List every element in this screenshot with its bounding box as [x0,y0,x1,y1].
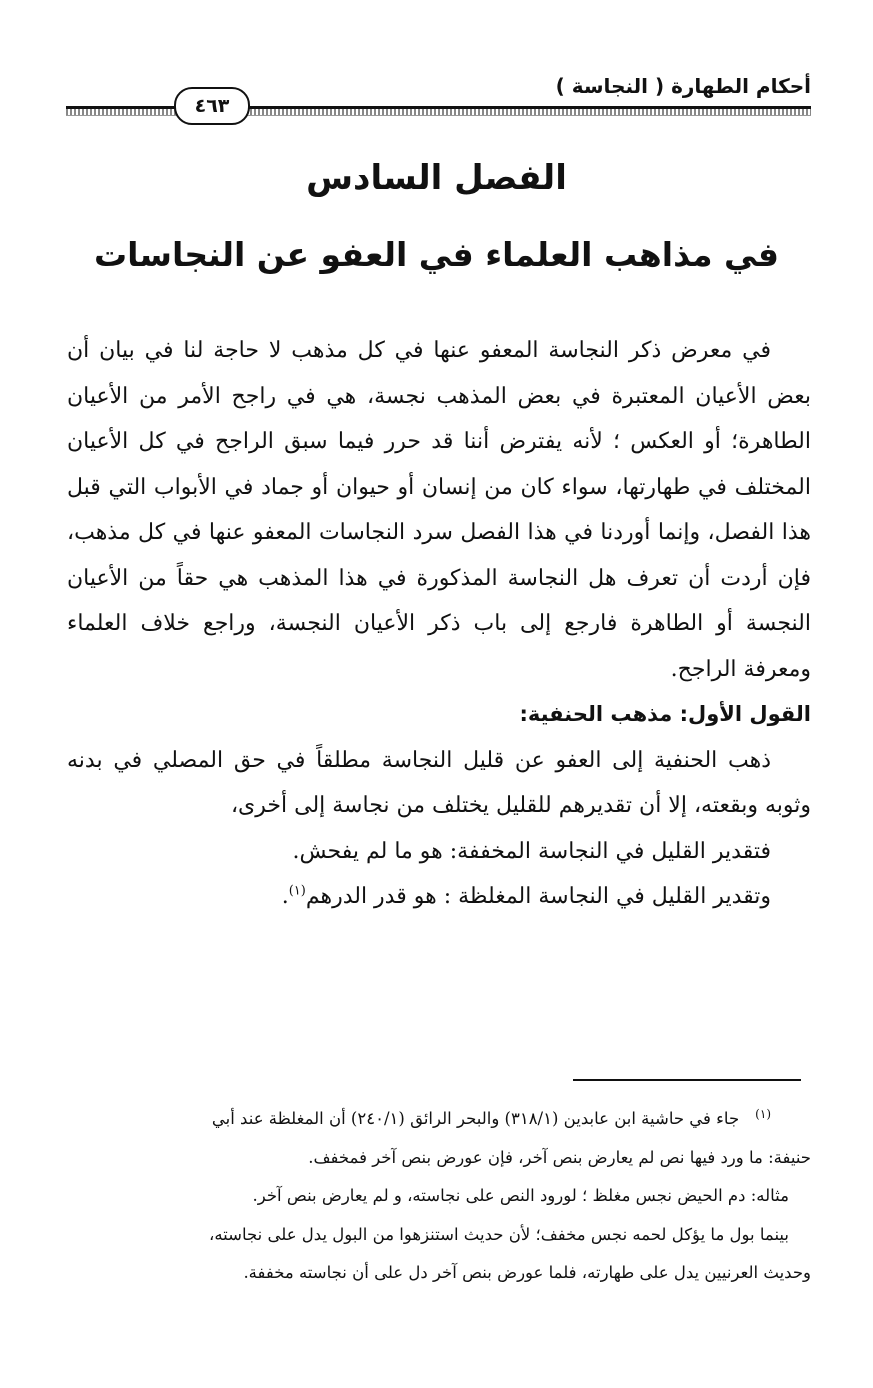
chapter-label: الفصل السادس [306,158,567,198]
body-text [67,328,811,920]
footnote-marker: (١) [288,883,306,899]
heavy-impurity-text: وتقدير القليل في النجاسة المغلظة : هو قدر الدرهم [305,884,771,909]
footnote-number: (١) [755,1106,771,1121]
running-header [66,70,811,130]
section-paragraph: ذهب الحنفية إلى العفو عن قليل النجاسة مطلقاً في حق المصلي في بدنه وثوبه وبقعته، إلا أن تقديرهم للقليل يختلف من نجاسة إلى أخرى، [67,747,811,818]
heavy-impurity-line [67,874,811,920]
footnotes [67,1100,811,1293]
footnote-line-4: بينما بول ما يؤكل لحمه نجس مخفف؛ لأن حديث استنزهوا من البول يدل على نجاسته، [209,1224,789,1244]
footnote-line-5: وحديث العرنيين يدل على طهارته، فلما عورض بنص آخر دل على أن نجاسته مخففة. [243,1263,811,1282]
section-heading: القول الأول: مذهب الحنفية: [519,702,811,726]
footnote-rule [573,1079,801,1081]
page-number: ٤٦٣ [174,87,250,125]
footnote-line-3: مثاله: دم الحيض نجس مغلظ ؛ لورود النص على نجاسته، و لم يعارض بنص آخر. [252,1186,789,1205]
footnote-line-2: حنيفة: ما ورد فيها نص لم يعارض بنص آخر، فإن عورض بنص آخر فمخفف. [308,1147,811,1167]
chapter-title: في مذاهب العلماء في العفو عن النجاسات [93,235,780,274]
light-impurity-line: فتقدير القليل في النجاسة المخففة: هو ما لم يفحش. [292,838,771,864]
footnote-line-1 [67,1100,811,1139]
intro-paragraph: في معرض ذكر النجاسة المعفو عنها في كل مذهب لا حاجة لنا في بيان أن بعض الأعيان المعتبرة في بعض المذهب نجسة، هي في راجح الأمر من الأعيان الطاهرة؛ أو العكس ؛ لأنه يفترض أننا قد حرر فيما سبق الراجح في كل الأعيان المختلف في طهارتها، سواء كان من إنسان أو حيوان أو جماد في الأبواب التي قبل هذا الفصل، وإنما أوردنا في هذا الفصل سرد النجاسات المعفو عنها في كل مذهب، فإن أردت أن تعرف هل النجاسة المذكورة في هذا المذهب هي حقاً من الأعيان النجسة أو الطاهرة فارجع إلى باب ذكر الأعيان النجسة، وراجع خلاف العلماء ومعرفة الراجح. [67,338,811,682]
footnote-text-1: جاء في حاشية ابن عابدين (٣١٨/١) والبحر الرائق (٢٤٠/١) أن المغلظة عند أبي [211,1109,740,1128]
sentence-end: . [281,884,289,909]
running-title: أحكام الطهارة ( النجاسة ) [555,74,811,98]
